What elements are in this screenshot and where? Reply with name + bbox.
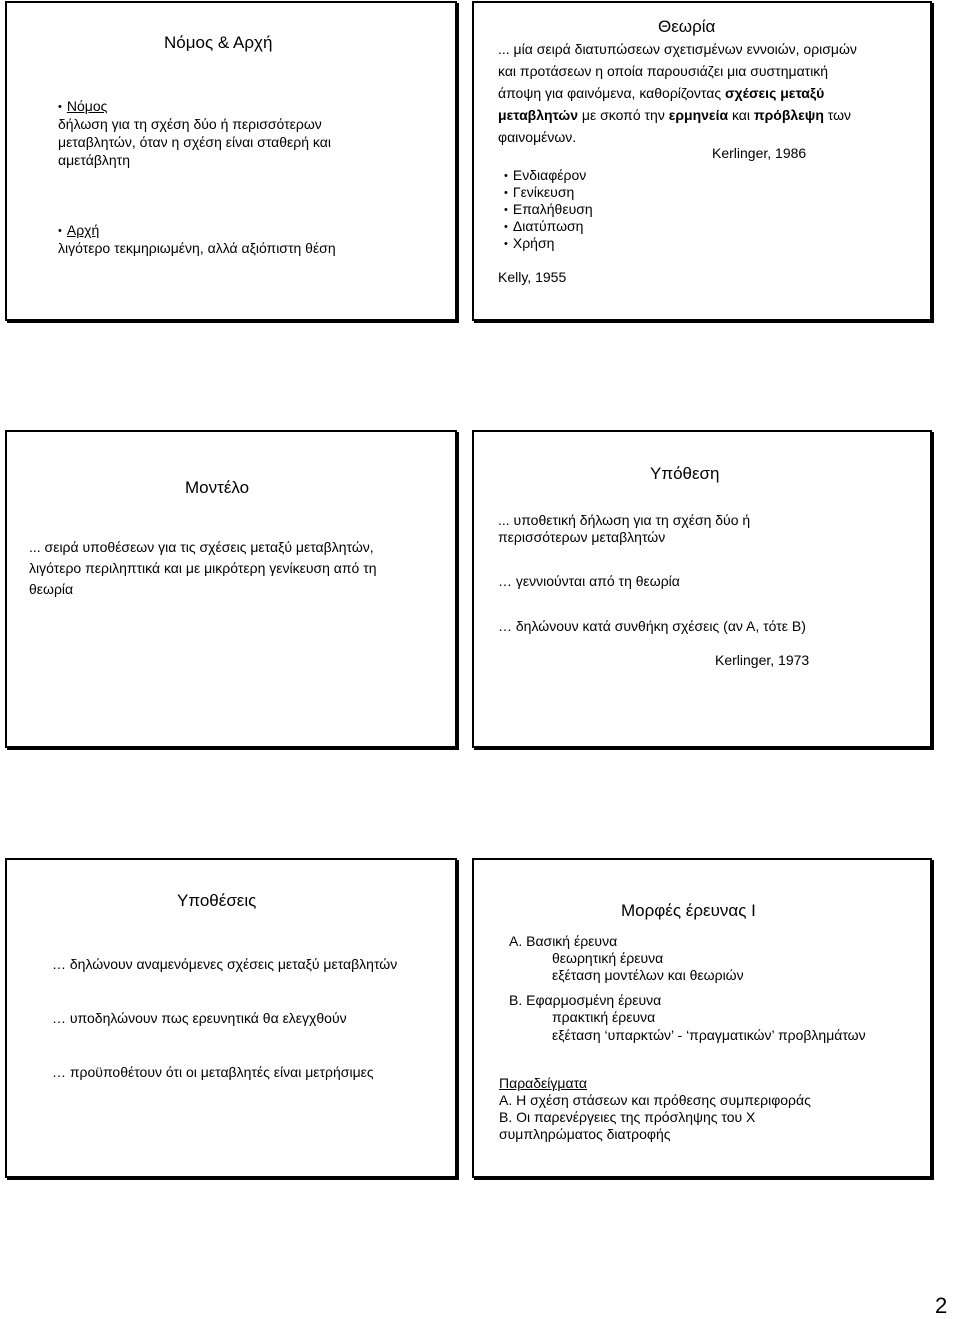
list-item: • Γενίκευση	[504, 184, 574, 203]
law-label: Νόμος	[66, 98, 108, 114]
slide-title: Υποθέσεις	[177, 891, 257, 910]
theory-text: με σκοπό την	[578, 107, 669, 123]
principle-line: λιγότερο τεκμηριωμένη, αλλά αξιόπιστη θέση	[58, 240, 336, 256]
theory-text: άποψη για φαινόμενα, καθορίζοντας	[498, 85, 725, 101]
slide-law-principle	[5, 1, 457, 321]
hypothesis-line: … γεννιούνται από τη θεωρία	[498, 573, 680, 589]
slide-research-types	[472, 858, 932, 1178]
slide-hypothesis	[472, 430, 932, 748]
hypotheses-line: … υποδηλώνουν πως ερευνητικά θα ελεγχθούν	[52, 1010, 347, 1026]
example-line: Α. Η σχέση στάσεων και πρόθεσης συμπεριφοράς	[499, 1092, 811, 1108]
hypotheses-line: … προϋποθέτουν ότι οι μεταβλητές είναι μετρήσιμες	[52, 1064, 374, 1080]
examples-label: Παραδείγματα	[499, 1075, 587, 1091]
slide-title: Μορφές έρευνας Ι	[621, 901, 756, 920]
hypotheses-line: … δηλώνουν αναμενόμενες σχέσεις μεταξύ μεταβλητών	[52, 956, 398, 972]
slide-title: Θεωρία	[658, 17, 716, 36]
model-line: λιγότερο περιληπτικά και με μικρότερη γενίκευση από τη	[29, 560, 377, 576]
example-line: Β. Οι παρενέργειες της πρόσληψης του Χ	[499, 1109, 756, 1125]
research-type-sub: πρακτική έρευνα	[552, 1009, 656, 1025]
citation: Kelly, 1955	[498, 269, 567, 285]
model-line: ... σειρά υποθέσεων για τις σχέσεις μεταξύ μεταβλητών,	[29, 539, 374, 555]
hypothesis-line: ... υποθετική δήλωση για τη σχέση δύο ή	[498, 512, 751, 528]
law-heading	[58, 98, 107, 117]
model-line: θεωρία	[29, 581, 74, 597]
theory-line	[498, 85, 824, 102]
research-type-label: Α. Βασική έρευνα	[509, 933, 618, 949]
citation: Kerlinger, 1986	[712, 145, 807, 161]
list-item: • Διατύπωση	[504, 218, 583, 237]
theory-emphasis: σχέσεις μεταξύ	[725, 85, 825, 101]
page-number: 2	[935, 1293, 948, 1318]
hypothesis-line: … δηλώνουν κατά συνθήκη σχέσεις (αν Α, τότε Β)	[498, 618, 806, 634]
hypothesis-line: περισσότερων μεταβλητών	[498, 529, 666, 545]
research-type-sub: εξέταση μοντέλων και θεωριών	[552, 967, 744, 983]
theory-emphasis: ερμηνεία	[668, 107, 729, 123]
law-line: δήλωση για τη σχέση δύο ή περισσότερων	[58, 116, 322, 132]
theory-emphasis: μεταβλητών	[498, 107, 579, 123]
research-type-sub: εξέταση ‘υπαρκτών’ - ‘πραγματικών’ προβλημάτων	[552, 1027, 866, 1043]
theory-line	[498, 107, 851, 124]
citation: Kerlinger, 1973	[715, 652, 810, 668]
list-item: • Επαλήθευση	[504, 201, 593, 220]
list-item: • Χρήση	[504, 235, 554, 254]
slide-model	[5, 430, 457, 748]
theory-text: και	[728, 107, 754, 123]
law-line: μεταβλητών, όταν η σχέση είναι σταθερή και	[58, 134, 331, 150]
slide-title: Νόμος & Αρχή	[164, 33, 273, 52]
research-type-sub: θεωρητική έρευνα	[552, 950, 664, 966]
theory-line: ... μία σειρά διατυπώσεων σχετισμένων εννοιών, ορισμών	[498, 41, 857, 57]
list-item: • Ενδιαφέρον	[504, 167, 586, 186]
research-type-label: Β. Εφαρμοσμένη έρευνα	[509, 992, 662, 1008]
theory-line: φαινομένων.	[498, 129, 577, 145]
slide-hypotheses	[5, 858, 457, 1178]
slide-title: Μοντέλο	[185, 478, 250, 497]
principle-heading	[58, 222, 99, 241]
theory-line: και προτάσεων η οποία παρουσιάζει μια συστηματική	[498, 63, 829, 79]
principle-label: Αρχή	[66, 222, 100, 238]
slide-theory	[472, 1, 932, 321]
theory-emphasis: πρόβλεψη	[753, 107, 824, 123]
slide-title: Υπόθεση	[650, 464, 720, 483]
example-line: συμπληρώματος διατροφής	[499, 1126, 671, 1142]
theory-text: των	[823, 107, 852, 123]
law-line: αμετάβλητη	[58, 152, 130, 168]
